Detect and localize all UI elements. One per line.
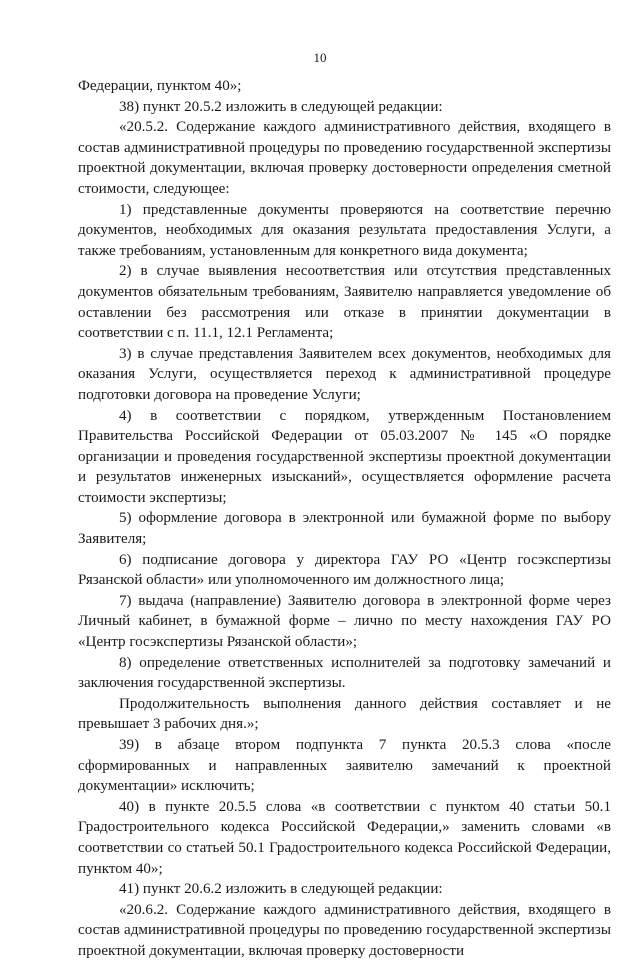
paragraph: 5) оформление договора в электронной или бумажной форме по выбору Заявителя; — [78, 510, 611, 548]
paragraph: 7) выдача (направление) Заявителю договора в электронной форме через Личный кабинет, в бумажной форме – лично по месту нахождения ГАУ РО «Центр госэкспертизы Рязанской области»; — [78, 592, 611, 651]
paragraph: 3) в случае представления Заявителем всех документов, необходимых для оказания Услуги, осуществляется переход к административной процедуре подготовки договора на проведение Услуги; — [78, 345, 611, 403]
paragraph: 8) определение ответственных исполнителей за подготовку замечаний и заключения государственной экспертизы. — [78, 654, 611, 692]
paragraph: «20.6.2. Содержание каждого административного действия, входящего в состав административной процедуры по проведению государственной экспертизы проектной документации, включая проверку достоверности — [78, 901, 611, 959]
paragraph: 6) подписание договора у директора ГАУ РО «Центр госэкспертизы Рязанской области» или уполномоченного им должностного лица; — [78, 551, 611, 589]
paragraph: 39) в абзаце втором подпункта 7 пункта 20.5.3 слова «после сформированных и направленных заявителю замечаний к проектной документации» исключить; — [78, 737, 611, 795]
paragraph: Продолжительность выполнения данного действия составляет и не превышает 3 рабочих дня.»; — [78, 695, 611, 733]
paragraph: 2) в случае выявления несоответствия или отсутствия представленных документов обязательным требованиям, Заявителю направляется уведомление об оставлении без рассмотрения или отказе в принятии документации в соответствии с п. 11.1, 12.1 Регламента; — [78, 263, 611, 342]
paragraph: 41) пункт 20.6.2 изложить в следующей редакции: — [119, 881, 443, 898]
document-body — [78, 76, 611, 962]
paragraph: 4) в соответствии с порядком, утвержденным Постановлением Правительства Российской Федерации от 05.03.2007 № 145 «О порядке организации и проведения государственной экспертизы проектной документации и результатов инженерных изысканий», осуществляется оформление расчета стоимости экспертизы; — [78, 407, 611, 506]
paragraph: 1) представленные документы проверяются на соответствие перечню документов, необходимых для оказания результата предоставления Услуги, а также требованиям, установленным для конкретного вида документа; — [78, 201, 611, 259]
paragraph: «20.5.2. Содержание каждого административного действия, входящего в состав административной процедуры по проведению государственной экспертизы проектной документации, включая проверку достоверности определения сметной стоимости, следующее: — [78, 119, 611, 197]
paragraph: 38) пункт 20.5.2 изложить в следующей редакции: — [119, 98, 443, 115]
paragraph: 40) в пункте 20.5.5 слова «в соответствии с пунктом 40 статьи 50.1 Градостроительного кодекса Российской Федерации,» заменить словами «в соответствии со статьей 50.1 Градостроительного кодекса Российской Федерации, пунктом 40»; — [78, 798, 611, 877]
paragraph: Федерации, пунктом 40»; — [78, 78, 242, 94]
page-number: 10 — [313, 50, 327, 65]
